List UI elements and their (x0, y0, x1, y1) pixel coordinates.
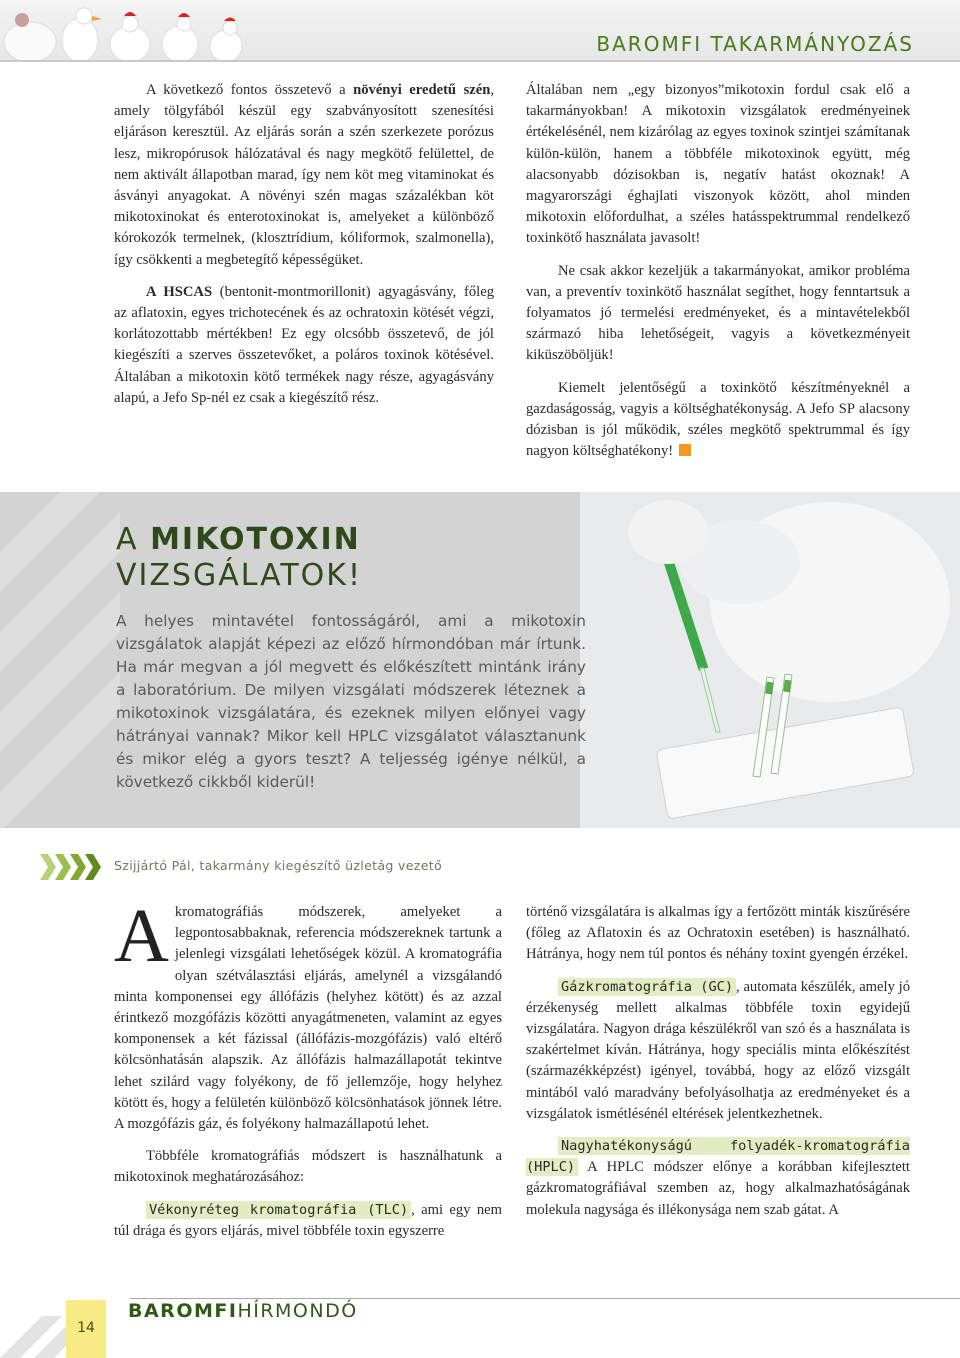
paragraph: A HSCAS (bentonit-montmorillonit) agyagásvány, főleg az aflatoxin, egyes trichotecének és az ochratoxin kötését végzi, korlátozottabb mértékben! Ez egy olcsóbb összetevő, de jól kiegészíti a szerves összetevőket, a poláros toxinok kötésével. Általában a mikotoxin kötő termékek nagy része, agyagásvány alapú, a Jefo Sp-nél ez csak a kiegészítő rész. (114, 283, 494, 406)
top-left-column (114, 80, 494, 420)
poultry-illustration-icon (0, 0, 250, 62)
page-number-box (66, 1300, 106, 1358)
paragraph: Vékonyréteg kromatográfia (TLC) , ami egy nem túl drága és gyors eljárás, mivel többféle toxin egyszerre (114, 1201, 502, 1239)
feature-lead: A helyes mintavétel fontosságáról, ami a mikotoxin vizsgálatok alapját képezi az előző hírmondóban már írtunk. Ha már megvan a jól megvett és előkészített mintánk irány a laboratórium. De milyen vizsgálati módszerek léteznek a mikotoxinok vizsgálatára, és ezeknek milyen előnyei vagy hátrányai vannak? Mikor kell HPLC vizsgálatot választanunk és mikor elég a gyors teszt? A teljesség igénye nélkül, a következő cikkből kiderül! (116, 612, 586, 791)
feature-band (0, 492, 960, 828)
method-highlight: Gázkromatográfia (GC) (558, 978, 736, 996)
paragraph: történő vizsgálatára is alkalmas így a fertőzött minták kiszűrésére (főleg az Aflatoxin és az Ochratoxin esetében) is használható. Hátránya, hogy nem túl pontos és néhány toxint gyengén érzékel. (526, 904, 910, 963)
section-title: BAROMFI TAKARMÁNYOZÁS (596, 32, 914, 56)
feature-title: A MIKOTOXIN VIZSGÁLATOK! (116, 522, 362, 593)
paragraph: Ne csak akkor kezeljük a takarmányokat, amikor probléma van, a preventív toxinkötő használat segíthet, hogy fenntartsuk a folyamatos jó termelési eredményeket, és a mintavételekből származó hiba lehetőségeit, vagyis a következményeit kiküszöböljük! (526, 262, 910, 364)
paragraph: Akromatográfiás módszerek, amelyeket a legpontosabbaknak, referencia módszereknek tartunk a jelenlegi vizsgálati lehetőségek közül. A kromatográfia olyan szétválasztási eljárás, amelynél a vizsgálandó minta komponensei egy állófázis (helyhez kötött) és az azzal érintkező mozgófázis közötti anyagátmeneten, valamint az egyes komponensek a két fázissal (állófázis-mozgófázis) való eltérő kölcsönhatásán alapszik. Az állófázis halmazállapotát tekintve lehet szilárd vagy folyékony, de fő jellemzője, hogy helyhez kötött és, hogy a felületén különböző kölcsönhatások jönnek létre. A mozgófázis gáz, és folyékony halmazállapotú lehet. (114, 894, 502, 1133)
lab-photo-illustration (580, 492, 960, 828)
paragraph: Kiemelt jelentőségű a toxinkötő készítményeknél a gazdaságosság, vagyis a költséghatékonyság. A Jefo SP alacsony dózisban is jól működik, széles megkötő spektrummal és így nagyon költséghatékony! (526, 379, 910, 460)
page-number: 14 (77, 1320, 95, 1336)
chevrons-icon (40, 854, 104, 880)
method-highlight: Nagyhatékonyságú folyadék-kromatográfia (HPLC) (526, 1138, 910, 1176)
article-left-column (114, 894, 502, 1253)
paragraph: Nagyhatékonyságú folyadék-kromatográfia (HPLC) A HPLC módszer előnye a korábban kifejlesztett gázkromatográfiával szemben az, hogy alkalmazhatóságának molekula nagysága és illékonysága nem szab gátat. A (526, 1138, 910, 1218)
top-right-column (526, 80, 910, 473)
paragraph: A következő fontos összetevő a növényi eredetű szén, amely tölgyfából készül egy szabványosított szenesítési eljáráson keresztül. Az eljárás során a szén szerkezete porózus lesz, mikropórusok hálózatával és nagy megkötő felülettel, de nem aktivált állapotban marad, így nem köt meg vitaminokat és ásványi anyagokat. A növényi szén magas százalékban köt mikotoxinokat és enterotoxinokat is, amelyeket a különböző kórokozók termelnek, (klosztrídium, kóliformok, szalmonella), így csökkenti a megbetegítő képességüket. (114, 82, 494, 268)
article-right-column (526, 902, 910, 1232)
method-highlight: Vékonyréteg kromatográfia (TLC) (146, 1201, 411, 1219)
author-line: Szijjártó Pál, takarmány kiegészítő üzletág vezető (114, 858, 443, 873)
footer-divider (130, 1298, 960, 1299)
diagonal-stripes-icon (0, 492, 120, 828)
drop-cap: A (114, 894, 169, 978)
end-mark-icon (679, 444, 691, 456)
magazine-brand: BAROMFIHÍRMONDÓ (128, 1300, 358, 1322)
header-divider (0, 60, 960, 62)
paragraph: Többféle kromatográfiás módszert is használhatunk a mikotoxinok meghatározásához: (114, 1148, 502, 1186)
paragraph: Általában nem „egy bizonyos”mikotoxin fordul csak elő a takarmányokban! A mikotoxin vizsgálatok eredményeinek értékelésénél, nem kizárólag az egyes toxinok szintjei számítanak külön-külön, hanem a többféle mikotoxinok együtt, még alacsonyabb dózisokban is, negatív hatást okoznak! A magyarországi éghajlati viszonyok között, ahol minden mikotoxin előfordulhat, a széles hatásspektrummal rendelkező toxinkötő használata javasolt! (526, 82, 910, 247)
paragraph: Gázkromatográfia (GC) , automata készülék, amely jó érzékenység mellett alkalmas többféle toxin egyidejű vizsgálatára. Nagyon drága készülékről van szó és a használata is szakértelmet kíván. Hátránya, hogy speciális minta előkészítést (származékképzést) igényel, továbbá, hogy az előző vizsgált mintából való maradvány befolyásolhatja az eredményeket és a vizsgálatok ismétlésénél eltérések jelentkezhetnek. (526, 978, 910, 1122)
